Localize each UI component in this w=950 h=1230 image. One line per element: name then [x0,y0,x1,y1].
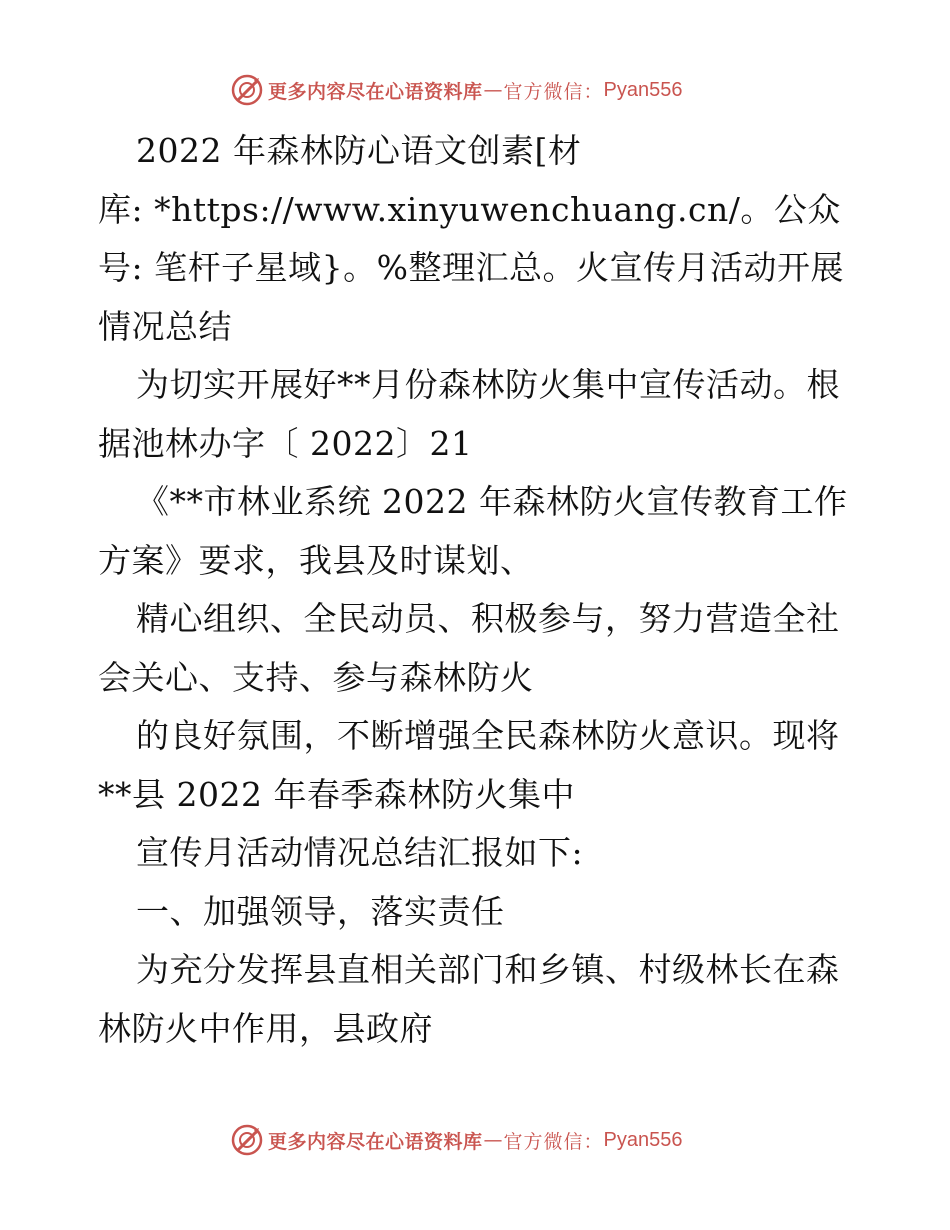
body-line: 精心组织、全民动员、积极参与，努力营造全社 [136,599,840,638]
section-heading: 一、加强领导，落实责任 [136,891,505,931]
watermark-wechat-label: 官方微信： [503,80,604,103]
body-line: 情况总结 [98,306,232,346]
body-line: 为充分发挥县直相关部门和乡镇、村级林长在森 [136,950,840,989]
watermark-wechat-label: 官方微信： [503,1130,604,1153]
body-line: **县 2022 年春季森林防火集中 [98,774,575,814]
watermark-main-text: 更多内容尽在心语资料库 [268,80,483,103]
body-line: 林防火中作用，县政府 [98,1008,433,1048]
body-line: 库: *https://www.xinyuwenchuang.cn/。公众 [98,189,841,229]
body-line: 方案》要求，我县及时谋划、 [98,540,534,580]
body-line: 《**市林业系统 2022 年森林防火宣传教育工作 [136,482,848,521]
brand-logo-icon [230,1123,264,1157]
body-line: 宣传月活动情况总结汇报如下: [136,833,584,872]
body-line: 的良好氛围，不断增强全民森林防火意识。现将 [136,716,840,755]
document-body [98,122,858,1058]
watermark-wechat-id: Pyan556 [603,1128,683,1151]
watermark-separator: — [483,79,503,101]
watermark-separator: — [483,1129,503,1151]
body-line: 会关心、支持、参与森林防火 [98,657,534,697]
body-line: 据池林办字〔 2022〕21 [98,423,473,463]
body-line: 号: 笔杆子星域}。%整理汇总。火宣传月活动开展 [98,248,844,287]
body-line: 2022 年森林防心语文创素[材 [136,131,582,170]
watermark-main-text: 更多内容尽在心语资料库 [268,1130,483,1153]
body-line: 为切实开展好**月份森林防火集中宣传活动。根 [136,365,840,404]
brand-logo-icon [230,73,264,107]
header-watermark [230,72,683,108]
watermark-wechat-id: Pyan556 [603,78,683,101]
footer-watermark [230,1122,683,1158]
